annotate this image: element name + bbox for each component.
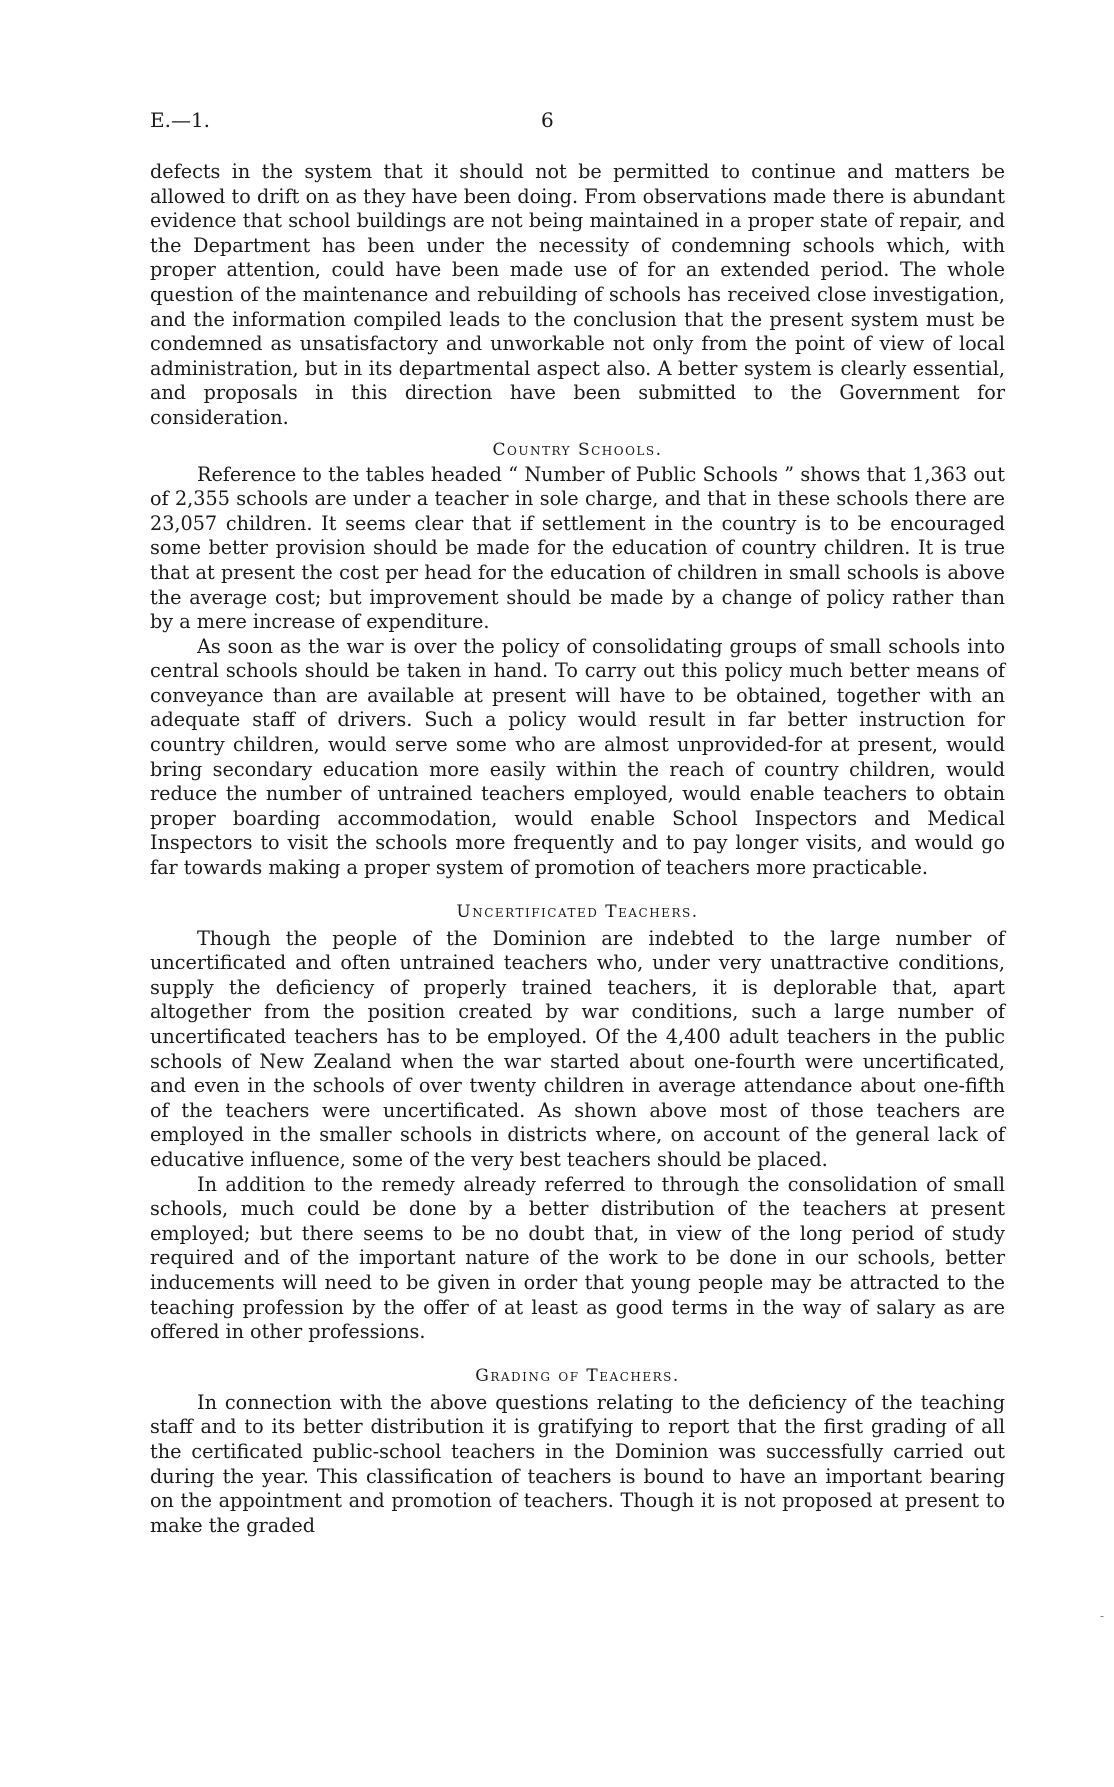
page-header [150,108,1005,136]
document-body [150,160,1005,1538]
paragraph-country-schools: Reference to the tables headed “ Number of Public Schools ” shows that 1,363 out of 2,355 schools are under a teacher in sole charge, and that in these schools there are 23,057 children. It seems clear that if settlement in the country is to be encouraged some better provision should be made for the education of country children. It is true that at present the cost per head for the education of children in small schools is above the average cost; but improvement should be made by a change of policy rather than by a mere increase of expenditure. [150,462,1005,634]
heading-uncertificated-teachers: Uncertificated Teachers. [456,901,699,922]
heading-grading-of-teachers: Grading of Teachers. [475,1365,680,1386]
document-reference: E.—1. [150,108,211,132]
paragraph-continued: defects in the system that it should not be permitted to continue and matters be allowed to drift on as they have been doing. From observations made there is abundant evidence that school buildings are not being maintained in a proper state of repair, and the Department has been under the necessity of condemning schools which, with proper attention, could have been made use of for an extended period. The whole question of the maintenance and rebuilding of schools has received close investigation, and the information compiled leads to the conclusion that the present system must be condemned as unsatisfactory and unworkable not only from the point of view of local administration, but in its departmental aspect also. A better system is clearly essential, and proposals in this direction have been submitted to the Government for consideration. [150,160,1005,429]
paragraph-consolidation: As soon as the war is over the policy of consolidating groups of small schools into central schools should be taken in hand. To carry out this policy much better means of conveyance than are available at present will have to be obtained, together with an adequate staff of drivers. Such a policy would result in far better instruction for country children, would serve some who are almost unprovided-for at present, would bring secondary education more easily within the reach of country children, would reduce the number of untrained teachers employed, would enable teachers to obtain proper boarding accommodation, would enable School Inspectors and Medical Inspectors to visit the schools more frequently and to pay longer visits, and would go far towards making a proper system of promotion of teachers more practicable. [150,634,1005,880]
heading-country-schools: Country Schools. [492,439,663,460]
paragraph-grading: In connection with the above questions relating to the deficiency of the teaching staff and to its better distribution it is gratifying to report that the first grading of all the certificated public-school teachers in the Dominion was successfully carried out during the year. This classification of teachers is bound to have an important bearing on the appointment and promotion of teachers. Though it is not proposed at present to make the graded [150,1390,1005,1537]
paragraph-uncertificated-teachers: Though the people of the Dominion are indebted to the large number of uncertificated and often untrained teachers who, under very unattractive conditions, supply the deficiency of properly trained teachers, it is deplorable that, apart altogether from the position created by war conditions, such a large number of uncertificated teachers has to be employed. Of the 4,400 adult teachers in the public schools of New Zealand when the war started about one-fourth were uncertificated, and even in the schools of over twenty children in average attendance about one-fifth of the teachers were uncertificated. As shown above most of those teachers are employed in the smaller schools in districts where, on account of the general lack of educative influence, some of the very best teachers should be placed. [150,926,1005,1171]
page-number: 6 [541,108,554,132]
margin-mark: ‐ [1100,1609,1105,1623]
paragraph-remedy: In addition to the remedy already referred to through the consolidation of small schools, much could be done by a better distribution of the teachers at present employed; but there seems to be no doubt that, in view of the long period of study required and of the important nature of the work to be done in our schools, better inducements will need to be given in order that young people may be attracted to the teaching profession by the offer of at least as good terms in the way of salary as are offered in other professions. [150,1172,1005,1344]
